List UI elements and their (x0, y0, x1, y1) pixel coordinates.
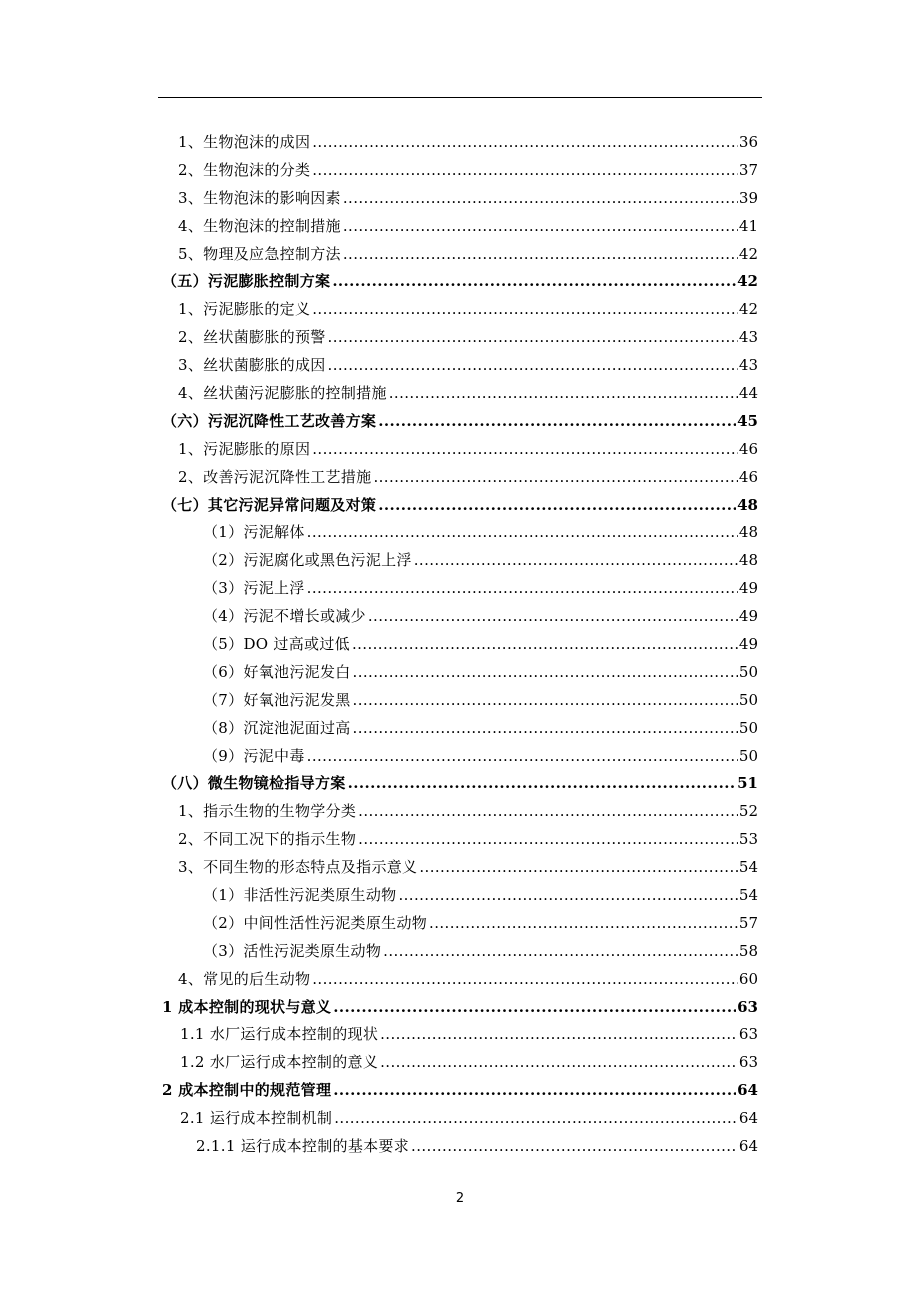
toc-entry-page-number: 54 (738, 858, 758, 877)
toc-entry-page-number: 46 (738, 467, 758, 486)
toc-entry-label: 2 成本控制中的规范管理 (162, 1081, 332, 1100)
toc-entry-page-number: 44 (738, 383, 758, 402)
toc-dot-leader (348, 773, 737, 793)
toc-entry[interactable] (0, 128, 920, 156)
toc-entry-label: 2.1.1 运行成本控制的基本要求 (196, 1137, 410, 1155)
toc-entry[interactable] (0, 965, 920, 993)
toc-entry-label: （1）污泥解体 (203, 523, 305, 542)
toc-entry-label: 2.1 运行成本控制机制 (180, 1109, 333, 1128)
toc-entry[interactable] (0, 518, 920, 546)
toc-dot-leader (312, 969, 738, 989)
toc-entry[interactable] (0, 546, 920, 574)
toc-entry[interactable] (0, 212, 920, 240)
toc-entry-page-number: 46 (738, 439, 758, 458)
toc-dot-leader (389, 383, 738, 403)
toc-entry[interactable] (0, 853, 920, 881)
toc-entry[interactable] (0, 993, 920, 1021)
toc-entry-label: 2、改善污泥沉降性工艺措施 (178, 467, 372, 486)
toc-entry-label: （2）污泥腐化或黑色污泥上浮 (203, 551, 412, 570)
toc-entry[interactable] (0, 156, 920, 184)
toc-entry-page-number: 39 (738, 188, 758, 207)
toc-dot-leader (328, 327, 738, 347)
toc-dot-leader (312, 132, 738, 152)
toc-entry-label: （6）好氧池污泥发白 (203, 662, 351, 681)
toc-dot-leader (334, 1108, 738, 1128)
toc-entry-page-number: 64 (738, 1137, 758, 1155)
toc-entry-label: 3、生物泡沫的影响因素 (178, 188, 341, 207)
toc-entry-label: 1、指示生物的生物学分类 (178, 802, 357, 821)
toc-entry-page-number: 57 (738, 913, 758, 932)
toc-dot-leader (307, 522, 738, 542)
toc-entry-page-number: 58 (738, 941, 758, 960)
toc-entry-page-number: 49 (738, 607, 758, 626)
toc-entry[interactable] (0, 686, 920, 714)
toc-entry[interactable] (0, 407, 920, 435)
toc-entry-page-number: 54 (738, 885, 758, 904)
toc-entry[interactable] (0, 658, 920, 686)
toc-entry-label: （7）好氧池污泥发黑 (203, 690, 351, 709)
toc-dot-leader (419, 857, 738, 877)
toc-entry[interactable] (0, 825, 920, 853)
toc-dot-leader (358, 829, 738, 849)
toc-entry-label: （2）中间性活性污泥类原生动物 (203, 913, 428, 932)
toc-dot-leader (373, 467, 737, 487)
toc-entry-label: 2、丝状菌膨胀的预警 (178, 328, 326, 347)
toc-dot-leader (411, 1136, 738, 1156)
toc-entry[interactable] (0, 574, 920, 602)
toc-dot-leader (312, 160, 738, 180)
toc-entry-page-number: 42 (738, 300, 758, 319)
toc-entry-page-number: 43 (738, 356, 758, 375)
toc-entry-label: （5）DO 过高或过低 (203, 634, 350, 653)
toc-entry[interactable] (0, 602, 920, 630)
toc-entry[interactable] (0, 630, 920, 658)
toc-entry[interactable] (0, 1132, 920, 1160)
toc-entry-label: 1 成本控制的现状与意义 (162, 997, 332, 1016)
toc-entry-page-number: 50 (738, 718, 758, 737)
toc-entry[interactable] (0, 491, 920, 519)
toc-entry-label: 3、丝状菌膨胀的成因 (178, 356, 326, 375)
toc-dot-leader (353, 662, 738, 682)
toc-entry-label: （1）非活性污泥类原生动物 (203, 885, 397, 904)
toc-entry-label: 4、常见的后生动物 (178, 969, 311, 988)
toc-dot-leader (368, 606, 738, 626)
toc-entry-label: （3）活性污泥类原生动物 (203, 941, 382, 960)
toc-entry-label: 5、物理及应急控制方法 (178, 244, 341, 263)
toc-entry[interactable] (0, 1021, 920, 1049)
toc-entry-label: （六）污泥沉降性工艺改善方案 (162, 411, 377, 430)
toc-entry-page-number: 48 (738, 551, 758, 570)
toc-entry-page-number: 64 (737, 1081, 758, 1100)
toc-entry-page-number: 49 (738, 579, 758, 598)
toc-dot-leader (343, 188, 738, 208)
toc-dot-leader (353, 718, 738, 738)
toc-dot-leader (414, 550, 738, 570)
toc-dot-leader (333, 1080, 736, 1100)
toc-entry-label: （3）污泥上浮 (203, 579, 305, 598)
toc-entry-page-number: 48 (738, 523, 758, 542)
toc-dot-leader (312, 439, 738, 459)
toc-entry-label: （8）沉淀池泥面过高 (203, 718, 351, 737)
toc-entry-page-number: 50 (738, 746, 758, 765)
toc-entry-page-number: 41 (738, 216, 758, 235)
toc-dot-leader (307, 578, 738, 598)
toc-entry-page-number: 63 (738, 1025, 758, 1044)
toc-entry[interactable] (0, 184, 920, 212)
toc-entry-page-number: 50 (738, 662, 758, 681)
toc-entry-page-number: 45 (737, 411, 758, 430)
toc-entry-page-number: 42 (738, 244, 758, 263)
toc-dot-leader (332, 271, 736, 291)
toc-entry-label: （五）污泥膨胀控制方案 (162, 272, 331, 291)
toc-entry[interactable] (0, 937, 920, 965)
toc-dot-leader (429, 913, 738, 933)
toc-entry-label: 1、污泥膨胀的定义 (178, 300, 311, 319)
toc-entry-label: 3、不同生物的形态特点及指示意义 (178, 858, 418, 877)
toc-dot-leader (380, 1052, 738, 1072)
toc-entry[interactable] (0, 267, 920, 295)
toc-dot-leader (378, 495, 736, 515)
header-rule (158, 97, 762, 98)
toc-entry-page-number: 52 (738, 802, 758, 821)
toc-dot-leader (343, 216, 738, 236)
toc-dot-leader (328, 355, 738, 375)
toc-entry-label: 4、生物泡沫的控制措施 (178, 216, 341, 235)
toc-entry[interactable] (0, 909, 920, 937)
toc-entry[interactable] (0, 1104, 920, 1132)
toc-entry-page-number: 43 (738, 328, 758, 347)
toc-dot-leader (380, 1024, 738, 1044)
toc-entry-page-number: 50 (738, 690, 758, 709)
toc-entry[interactable] (0, 1048, 920, 1076)
toc-entry-page-number: 63 (737, 997, 758, 1016)
toc-entry[interactable] (0, 1076, 920, 1104)
toc-entry-label: 2、生物泡沫的分类 (178, 160, 311, 179)
toc-entry[interactable] (0, 714, 920, 742)
toc-dot-leader (312, 299, 738, 319)
toc-entry[interactable] (0, 463, 920, 491)
toc-entry-page-number: 63 (738, 1053, 758, 1072)
toc-entry-label: 4、丝状菌污泥膨胀的控制措施 (178, 383, 387, 402)
toc-entry[interactable] (0, 379, 920, 407)
toc-entry-label: 1、污泥膨胀的原因 (178, 439, 311, 458)
toc-entry-label: （八）微生物镜检指导方案 (162, 774, 346, 793)
toc-entry[interactable] (0, 881, 920, 909)
toc-entry-page-number: 53 (738, 830, 758, 849)
toc-entry-page-number: 36 (738, 132, 758, 151)
toc-entry-page-number: 51 (737, 774, 758, 793)
toc-entry-page-number: 42 (737, 272, 758, 291)
toc-dot-leader (383, 941, 738, 961)
toc-entry[interactable] (0, 295, 920, 323)
toc-entry[interactable] (0, 435, 920, 463)
toc-entry-page-number: 48 (737, 495, 758, 514)
toc-dot-leader (307, 746, 738, 766)
toc-entry[interactable] (0, 769, 920, 797)
toc-entry-label: （七）其它污泥异常问题及对策 (162, 495, 377, 514)
table-of-contents (0, 128, 920, 1160)
toc-dot-leader (333, 997, 736, 1017)
toc-entry-label: 1、生物泡沫的成因 (178, 132, 311, 151)
toc-entry-label: （4）污泥不增长或减少 (203, 607, 366, 626)
toc-entry-page-number: 37 (738, 160, 758, 179)
toc-entry[interactable] (0, 351, 920, 379)
toc-dot-leader (378, 411, 736, 431)
toc-entry-page-number: 64 (738, 1109, 758, 1128)
toc-dot-leader (358, 801, 738, 821)
toc-entry-label: 1.2 水厂运行成本控制的意义 (180, 1053, 379, 1072)
toc-entry[interactable] (0, 240, 920, 268)
toc-dot-leader (352, 634, 738, 654)
toc-entry-page-number: 49 (738, 634, 758, 653)
toc-dot-leader (353, 690, 738, 710)
toc-entry-label: 2、不同工况下的指示生物 (178, 830, 357, 849)
toc-entry-label: （9）污泥中毒 (203, 746, 305, 765)
toc-entry-label: 1.1 水厂运行成本控制的现状 (180, 1025, 379, 1044)
toc-entry[interactable] (0, 323, 920, 351)
toc-entry[interactable] (0, 797, 920, 825)
toc-entry[interactable] (0, 742, 920, 770)
page-number: 2 (455, 1191, 465, 1206)
toc-dot-leader (398, 885, 737, 905)
toc-entry-page-number: 60 (738, 969, 758, 988)
toc-dot-leader (343, 244, 738, 264)
